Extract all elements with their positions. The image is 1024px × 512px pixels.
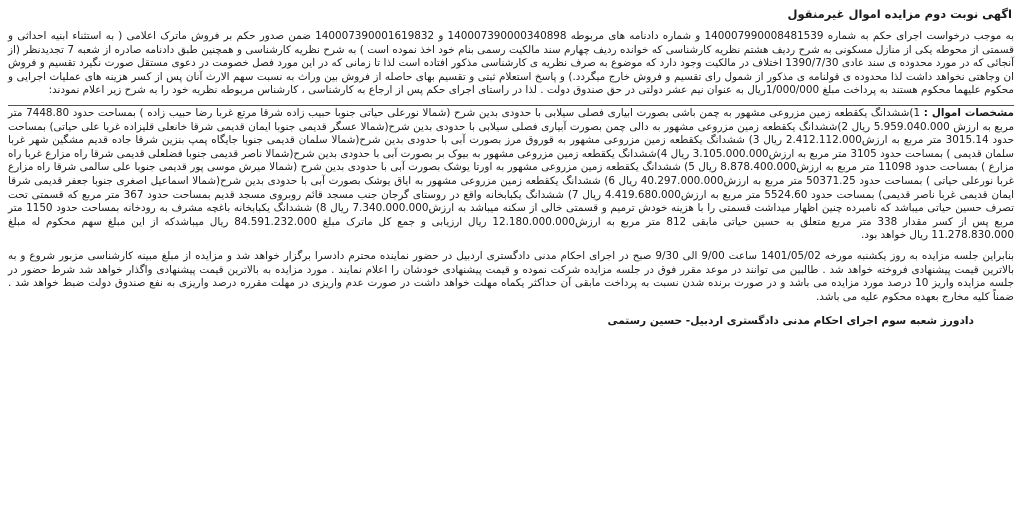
notice-title: اگهی نوبت دوم مزایده اموال غیرمنقول: [787, 7, 1012, 21]
specs-label: مشخصات اموال :: [923, 106, 1014, 119]
signature-line: دادورز شعبه سوم اجرای احکام مدنی دادگستری اردبیل- حسین رستمی: [607, 315, 974, 328]
auction-conditions-paragraph: بنابراین جلسه مزایده به روز یکشنبه مورخه 1401/05/02 ساعت 9/00 الی 9/30 صبح در اجرای احکام مدنی دادگستری اردبیل در حضور نماینده محترم دادسرا برگزار خواهد شد و مزایده از مبلغ مبینه کارشناسی مزبور شروع و به بالاترین قیمت پیشنهادی فروخته خواهد شد . طالبین می توانند در موعد مقرر فوق در جلسه مزایده شرکت نموده و قیمت پیشنهادی خودشان را اعلام نمایند . مورد مزایده به بالاترین قیمت پیشنهادی واگذار خواهد شد شرط حضور در جلسه مزایده واریز 10 درصد مورد مزایده می باشد و در صورت برنده شدن نسبت به پرداخت مابقی آن حداکثر یکماه مهلت خواهد داشت در صورت عدم واریزی در مهلت مقرره درصد واریزی به نفع صندوق دولت ضبط خواهد شد . ضمناً کلیه مخارج بعهده محکوم علیه می باشد.: [8, 249, 1014, 303]
specs-text: 1)ششدانگ یکقطعه زمین مزروعی مشهور به چمن باشی بصورت ابیاری فصلی سیلابی با حدودی بدین شرح (شمالا نورعلی حیاتی جنوبا حبیب زاده شرقا مرتع غربا رضا حبیب زاده ) بمساحت حدود 7448.80 متر مربع به ارزش 5.959.040.000 ریال 2)ششدانگ یکقطعه زمین مزروعی مشهور به دالی چمن بصورت آبیاری فصلی سیلابی با حدودی بدین شرح(شمالا عسگر قدیمی جنوبا ایمان قدیمی شرقا خانعلی قلیزاده غربا علی حیاتی) بمساحت حدود 3015.14 متر مربع به ارزش2.412.112.000 ریال 3) ششدانگ یکقطعه زمین مزروعی مشهور به قوروق مرز بصورت آبی با حدودی بدین شرح(شمالا سلمان قدیمی جنوبا جایگاه پمپ بنزین شرقا جاده قدیم مشگین شهر غربا سلمان قدیمی ) بمساحت حدود 3105 متر مربع به ارزش3.105.000.000 ریال 4)ششدانگ یکقطعه زمین مزروعی مشهور به بیوک بر بصورت آبی با حدودی بدین شرح(شمالا ناصر قدیمی جنوبا فضلعلی قدیمی شرقا راه مزارع غربا راه مزارع ) بمساحت حدود 11098 متر مربع به ارزش8.878.400.000 ریال 5) ششدانگ یکقطعه زمین مزروعی مشهور به اورتا یوشک بصورت آبی با حدودی بدین شرح (شمالا میرش موسی پور قدیمی جنوبا علی سالمی شرقا راه مزارع غربا نورعلی حیاتی ) بمساحت حدود 50371.25 متر مربع به ارزش40.297.000.000 ریال 6) ششدانگ یکقطعه زمین مزروعی مشهور به ایاق یوشک بصورت آبی با حدودی بدین شرح(شمالا اسماعیل اصغری جنوبا جعفر قدیمی شرقا ایمان قدیمی غربا ناصر قدیمی) بمساحت حدود 5524.60 متر مربع به ارزش4.419.680.000 ریال 7) ششدانگ یکبابخانه واقع در روستای گرجان جنب مسجد قائم روبروی مسجد قدیم بمساحت حدود 367 متر مربع که قسمتی تحت تصرف حسین حیاتی میباشد که نامبرده چنین اظهار میداشت قسمتی را با هزینه خودش ترمیم و قسمتی خالی از سکنه میباشد به ارزش7.340.000.000 ریال 8) ششدانگ یکبابخانه باغچه مشرف به رودخانه بمساحت حدود 1150 متر مربع پس از کسر مقدار 338 متر مربع متعلق به حسین حیاتی مابقی 812 متر مربع به ارزش12.180.000.000 ریال ارزیابی و جمع کل ماترک مبلغ 84.591.232.000 ریال میباشدکه از این مبلغ سهم محکوم له مبلغ 11.278.830.000 ریال خواهد بود.: [8, 106, 1015, 242]
property-specs-paragraph: [8, 105, 1014, 243]
notice-intro-paragraph: به موجب درخواست اجرای حکم به شماره 140007990008481539 و شماره دادنامه های مربوطه 140007390000340898 و 140007390001619832 ضمن صدور حکم بر فروش ماترک اعلامی ( به استثناء ابنیه احداثی و قسمتی از محوطه یکی از منازل مسکونی به شرح ردیف هشتم نظریه کارشناسی که خوانده ردیف چهارم سند مالکیت رسمی بنام خود اخذ نموده است ) به شرح نظریه کارشناسی و همچنین طبق دادنامه صادره از شعبه 7 تجدیدنظر (از آنجائی که در مورد محدوده ی سند عادی 1390/7/30 اختلاف در مالکیت وجود دارد که موضوع به صرف نظریه ی کارشناسی مذکور افتاده است لذا تا زمانی که در این مورد فصل خصومت در دعوی مستقل صورت نگیرد تقسیم و فروش ان وجاهتی نخواهد داشت لذا محدوده ی قولنامه ی مذکور از شمول رای تقسیم و فروش خارج میگردد.) و پاسخ استعلام ثبتی و تقسیم بهای حاصله از فروش بین وراث به نسبت سهم الارث آنان پس از کسر هزینه های عملیات اجرایی و محکوم علیهما محکوم هستند به پرداخت مبلغ 1/000/000ریال به عنوان نیم عشر دولتی در حق صندوق دولت . لذا در راستای اجرای حکم پس از ارجاع به کارشناسی ، کارشناس مربوطه نظریه خود را به شرح زیر اعلام نمودند:: [8, 30, 1015, 97]
